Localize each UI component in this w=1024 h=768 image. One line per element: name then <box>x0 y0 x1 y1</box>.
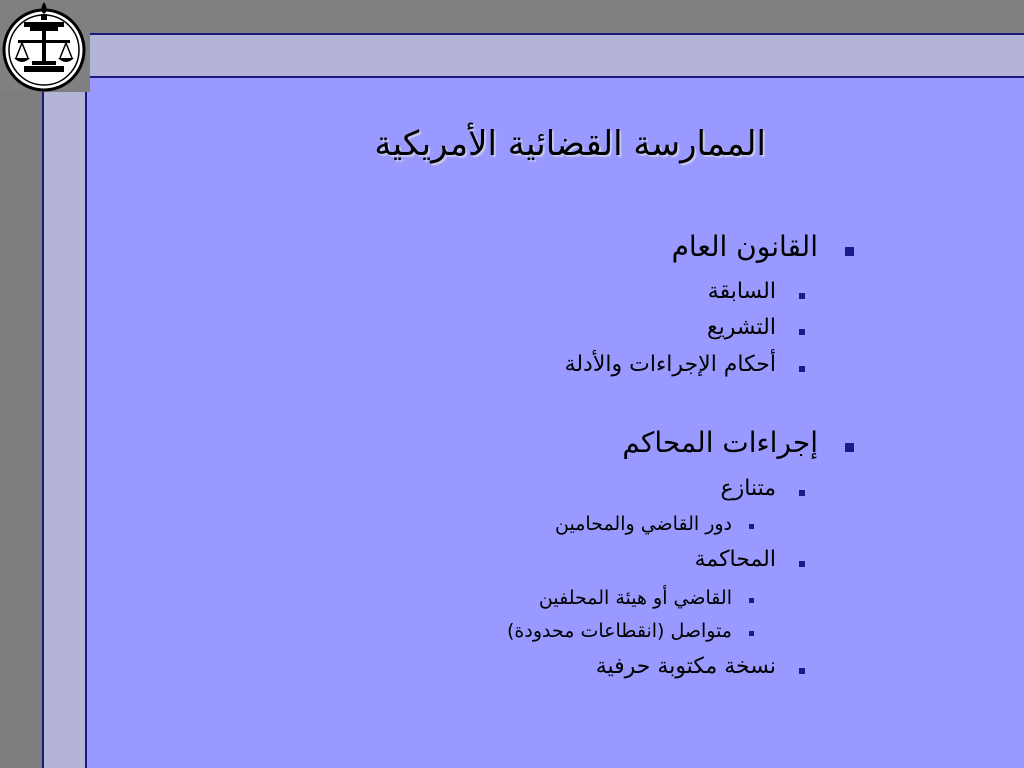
bullet-marker <box>799 293 805 299</box>
list-item: متواصل (انقطاعات محدودة) <box>506 620 732 642</box>
list-item: نسخة مكتوبة حرفية <box>595 654 776 679</box>
list-item: إجراءات المحاكم <box>622 426 818 459</box>
left-frame-band <box>42 0 86 768</box>
list-item: القانون العام <box>671 230 818 263</box>
slide-title: الممارسة القضائية الأمريكية <box>374 124 766 164</box>
bullet-marker <box>749 524 754 529</box>
top-frame-band <box>42 33 1024 76</box>
content-panel <box>85 76 1024 768</box>
bullet-marker <box>799 668 805 674</box>
list-item: دور القاضي والمحامين <box>555 513 732 535</box>
list-item: متنازع <box>720 476 776 501</box>
top-frame-strip <box>86 0 1024 33</box>
bullet-marker <box>799 561 805 567</box>
bullet-marker <box>749 631 754 636</box>
left-frame-strip <box>0 0 42 768</box>
bullet-marker <box>799 490 805 496</box>
scales-of-justice-icon <box>0 0 90 92</box>
bullet-marker <box>845 443 854 452</box>
list-item: المحاكمة <box>694 547 776 572</box>
list-item: أحكام الإجراءات والأدلة <box>564 352 776 377</box>
bullet-marker <box>749 598 754 603</box>
bullet-marker <box>845 247 854 256</box>
bullet-marker <box>799 366 805 372</box>
bullet-marker <box>799 329 805 335</box>
list-item: القاضي أو هيئة المحلفين <box>538 587 732 609</box>
list-item: التشريع <box>706 315 776 340</box>
list-item: السابقة <box>707 279 776 304</box>
